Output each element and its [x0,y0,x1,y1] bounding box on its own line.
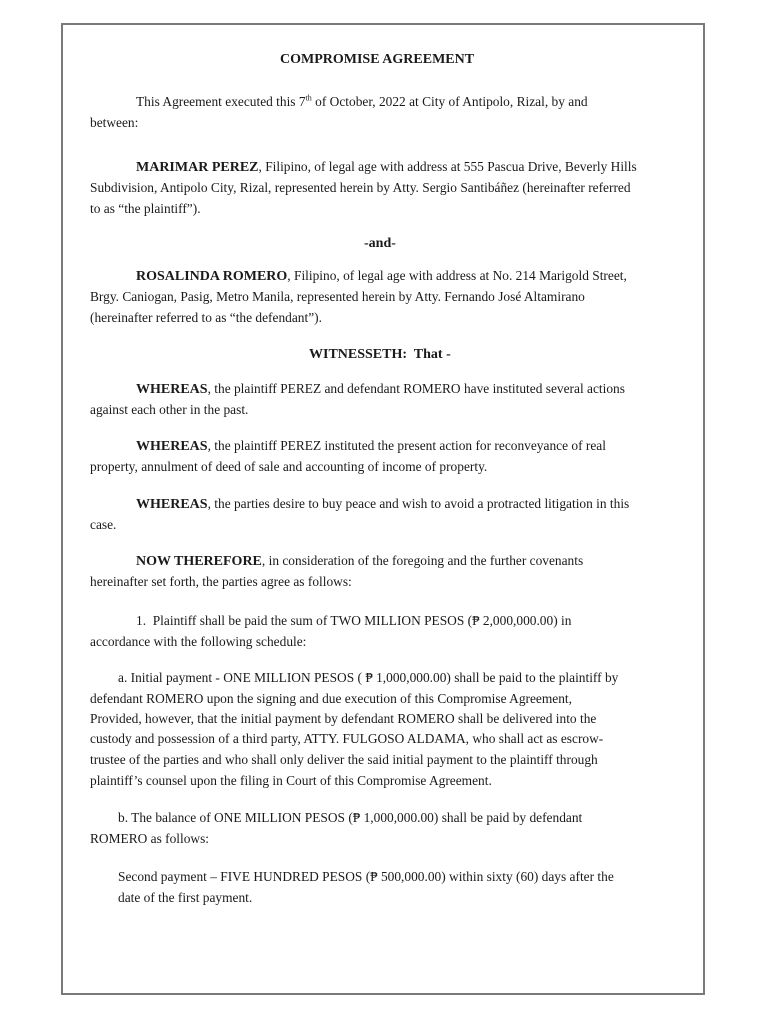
item-a-line-5: trustee of the parties and who shall only deliver the said initial payment to the plaintiff through [90,752,598,767]
now-therefore-line-2: hereinafter set forth, the parties agree as follows: [90,574,352,589]
item-a-line-1: a. Initial payment - ONE MILLION PESOS ( ₱ 1,000,000.00) shall be paid to the plaintiff by [118,670,619,685]
whereas3-line-2: case. [90,517,117,532]
whereas1-line-2: against each other in the past. [90,402,249,417]
item-b-line-1: b. The balance of ONE MILLION PESOS (₱ 1,000,000.00) shall be paid by defendant [118,810,583,825]
whereas1-line-1: WHEREAS, the plaintiff PEREZ and defendant ROMERO have instituted several actions [136,381,625,397]
party1-name: MARIMAR PEREZ [136,160,259,175]
item-a-line-4: custody and possession of a third party, ATTY. FULGOSO ALDAMA, who shall act as escrow- [90,731,604,746]
intro-line-2: between: [90,115,139,130]
item1-line-2: accordance with the following schedule: [90,634,307,649]
now-therefore-line-1: NOW THEREFORE, in consideration of the foregoing and the further covenants [136,553,584,569]
whereas3-line-1: WHEREAS, the parties desire to buy peace and wish to avoid a protracted litigation in this [136,496,630,512]
witnesseth-heading: WITNESSETH: That - [309,347,451,362]
document-title: COMPROMISE AGREEMENT [280,52,475,67]
second-payment-line-2: date of the first payment. [118,890,253,905]
whereas2-line-1: WHEREAS, the plaintiff PEREZ instituted the present action for reconveyance of real [136,438,606,454]
item-a-line-2: defendant ROMERO upon the signing and due execution of this Compromise Agreement, [90,691,572,706]
party1-line-2: Subdivision, Antipolo City, Rizal, represented herein by Atty. Sergio Santibáñez (hereinafter referred [90,180,631,195]
second-payment-line-1: Second payment – FIVE HUNDRED PESOS (₱ 500,000.00) within sixty (60) days after the [118,869,614,884]
party2-line-3: (hereinafter referred to as “the defendant”). [90,310,322,325]
item-a-line-3: Provided, however, that the initial payment by defendant ROMERO shall be delivered into the [90,711,597,726]
item1-line-1: 1. Plaintiff shall be paid the sum of TWO MILLION PESOS (₱ 2,000,000.00) in [136,613,572,628]
intro-line-1: This Agreement executed this 7th of October, 2022 at City of Antipolo, Rizal, by and [136,93,588,109]
party1-line-3: to as “the plaintiff”). [90,201,201,216]
whereas2-line-2: property, annulment of deed of sale and accounting of income of property. [90,459,488,474]
and-separator: -and- [364,236,396,251]
party2-name: ROSALINDA ROMERO [136,269,288,284]
party2-line-1: ROSALINDA ROMERO, Filipino, of legal age with address at No. 214 Marigold Street, [136,268,627,284]
item-a-line-6: plaintiff’s counsel upon the filing in Court of this Compromise Agreement. [90,773,492,788]
item-b-line-2: ROMERO as follows: [90,831,210,846]
party1-line-1: MARIMAR PEREZ, Filipino, of legal age with address at 555 Pascua Drive, Beverly Hills [136,159,637,175]
party2-line-2: Brgy. Caniogan, Pasig, Metro Manila, represented herein by Atty. Fernando José Altamirano [90,289,585,304]
